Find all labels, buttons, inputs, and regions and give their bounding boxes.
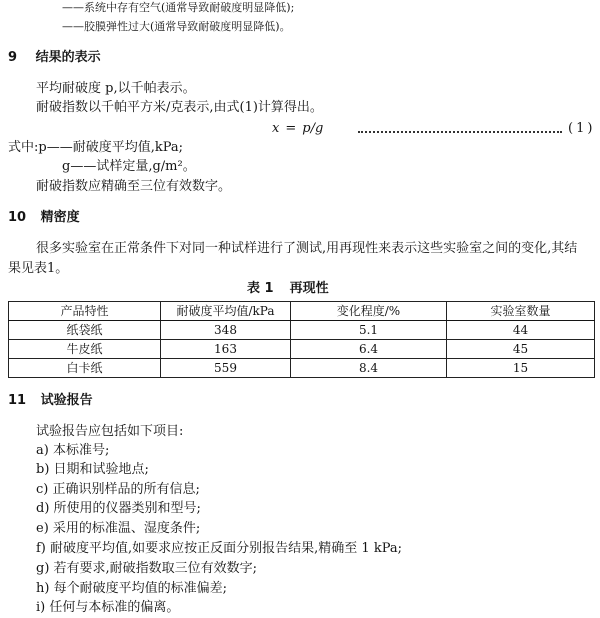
- list-item-label: h): [36, 581, 50, 596]
- table-row: [9, 321, 595, 340]
- list-item: [36, 581, 227, 597]
- reproducibility-table: [8, 301, 595, 378]
- formula-operator: =: [285, 121, 297, 136]
- list-item: [36, 521, 200, 537]
- list-item-label: b): [36, 462, 50, 477]
- list-item: [36, 541, 402, 557]
- list-item-text: 采用的标准温、湿度条件;: [52, 521, 201, 536]
- list-item-label: d): [36, 501, 50, 516]
- where-g-definition: g——试样定量,g/m²。: [62, 159, 196, 174]
- where-p-definition: 式中:p——耐破度平均值,kPa;: [8, 140, 184, 155]
- section-10-heading: [8, 210, 80, 226]
- note-line-membrane: ——胶膜弹性过大(通常导致耐破度明显降低)。: [62, 20, 291, 33]
- header-average-burst: 耐破度平均值/kPa: [161, 302, 291, 321]
- list-item-text: 任何与本标准的偏离。: [49, 600, 180, 615]
- formula-rhs: p/g: [302, 121, 324, 136]
- table-row: [9, 359, 595, 378]
- table-title: 再现性: [289, 281, 329, 296]
- list-item-label: a): [36, 443, 49, 458]
- table-header-row: [9, 302, 595, 321]
- list-item: [36, 600, 179, 616]
- list-item-label: e): [36, 521, 49, 536]
- list-item-text: 若有要求,耐破指数取三位有效数字;: [53, 561, 258, 576]
- paragraph-precision-line1: 很多实验室在正常条件下对同一种试样进行了测试,用再现性来表示这些实验室之间的变化,其结: [36, 241, 578, 256]
- cell-average-burst: 348: [161, 321, 291, 340]
- header-product: 产品特性: [9, 302, 161, 321]
- formula-lhs: x: [272, 121, 280, 136]
- list-item-text: 耐破度平均值,如要求应按正反面分别报告结果,精确至 1 kPa;: [50, 541, 403, 556]
- table-caption: [247, 281, 329, 297]
- list-item-text: 每个耐破度平均值的标准偏差;: [53, 581, 227, 596]
- formula: [272, 121, 323, 137]
- cell-variation: 5.1: [291, 321, 447, 340]
- section-11-heading: [8, 393, 93, 409]
- section-number: 10: [8, 210, 27, 225]
- section-title: 试验报告: [40, 393, 93, 408]
- section-title: 精密度: [40, 210, 80, 225]
- list-item-text: 所使用的仪器类别和型号;: [53, 501, 201, 516]
- section-9-heading: [8, 50, 101, 66]
- list-item: [36, 482, 200, 498]
- header-lab-count: 实验室数量: [447, 302, 595, 321]
- paragraph-precision-line2: 果见表1。: [8, 261, 69, 276]
- paragraph-burst-index: 耐破指数以千帕平方米/克表示,由式(1)计算得出。: [36, 100, 323, 115]
- cell-product: 牛皮纸: [9, 340, 161, 359]
- list-item-text: 本标准号;: [52, 443, 110, 458]
- table-row: [9, 340, 595, 359]
- cell-average-burst: 559: [161, 359, 291, 378]
- report-intro: 试验报告应包括如下项目:: [36, 424, 184, 439]
- cell-lab-count: 45: [447, 340, 595, 359]
- list-item-label: g): [36, 561, 50, 576]
- cell-average-burst: 163: [161, 340, 291, 359]
- table-label: 表 1: [247, 281, 274, 296]
- cell-variation: 8.4: [291, 359, 447, 378]
- section-title: 结果的表示: [35, 50, 101, 65]
- paragraph-precision-digits: 耐破指数应精确至三位有效数字。: [36, 179, 232, 194]
- dotted-leader: [358, 131, 562, 133]
- list-item-label: c): [36, 482, 49, 497]
- cell-product: 纸袋纸: [9, 321, 161, 340]
- paragraph-average-burst: 平均耐破度 p,以千帕表示。: [36, 81, 196, 96]
- section-number: 11: [8, 393, 27, 408]
- cell-variation: 6.4: [291, 340, 447, 359]
- list-item-label: f): [36, 541, 46, 556]
- list-item-label: i): [36, 600, 46, 615]
- list-item-text: 正确识别样品的所有信息;: [52, 482, 200, 497]
- list-item: [36, 561, 257, 577]
- note-line-air: ——系统中存有空气(通常导致耐破度明显降低);: [62, 1, 295, 14]
- list-item-text: 日期和试验地点;: [53, 462, 149, 477]
- header-variation: 变化程度/%: [291, 302, 447, 321]
- equation-number: (1): [568, 121, 596, 136]
- cell-lab-count: 15: [447, 359, 595, 378]
- section-number: 9: [8, 50, 18, 65]
- list-item: [36, 443, 109, 459]
- cell-lab-count: 44: [447, 321, 595, 340]
- list-item: [36, 462, 149, 478]
- cell-product: 白卡纸: [9, 359, 161, 378]
- list-item: [36, 501, 201, 517]
